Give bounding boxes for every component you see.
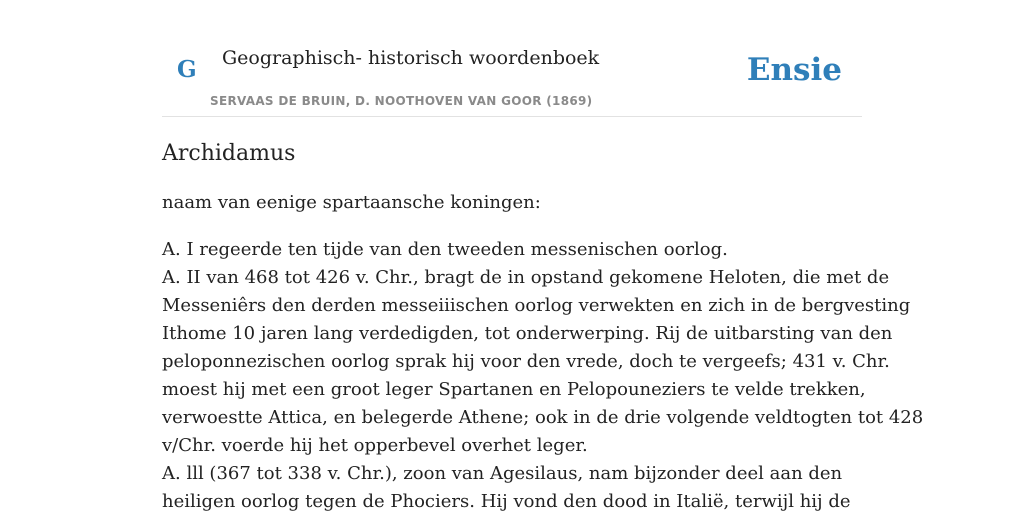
ensie-brand-logo[interactable]: Ensie	[746, 52, 842, 88]
entry-intro: naam van eenige spartaansche koningen:	[162, 192, 541, 213]
entry-title: Archidamus	[162, 141, 296, 166]
book-authors: SERVAAS DE BRUIN, D. NOOTHOVEN VAN GOOR (1869)	[210, 94, 593, 108]
book-title[interactable]: Geographisch- historisch woordenboek	[222, 47, 600, 69]
entry-line: heiligen oorlog tegen de Phociers. Hij vond den dood in Italië, terwijl hij de	[162, 491, 851, 512]
entry-line: A. lll (367 tot 338 v. Chr.), zoon van Agesilaus, nam bijzonder deel aan den	[162, 463, 843, 484]
entry-line: verwoestte Attica, en belegerde Athene; ook in de drie volgende veldtogten tot 428	[162, 407, 924, 428]
entry-line: peloponnezischen oorlog sprak hij voor den vrede, doch te vergeefs; 431 v. Chr.	[162, 351, 890, 372]
entry-line: Ithome 10 jaren lang verdedigden, tot onderwerping. Rij de uitbarsting van den	[162, 323, 893, 344]
entry-line: moest hij met een groot leger Spartanen en Pelopouneziers te velde trekken,	[162, 379, 866, 400]
entry-content	[162, 138, 924, 512]
entry-line: v/Chr. voerde hij het opperbevel overhet leger.	[162, 435, 588, 456]
entry-body	[162, 236, 924, 512]
entry-line: A. II van 468 tot 426 v. Chr., bragt de in opstand gekomene Heloten, die met de	[162, 267, 890, 288]
entry-line: Messeniêrs den derden messeiiischen oorlog verwekten en zich in de bergvesting	[162, 295, 911, 316]
dictionary-logo[interactable]: G	[177, 56, 197, 83]
entry-line: A. I regeerde ten tijde van den tweeden messenischen oorlog.	[162, 239, 728, 260]
dictionary-header	[162, 40, 862, 117]
